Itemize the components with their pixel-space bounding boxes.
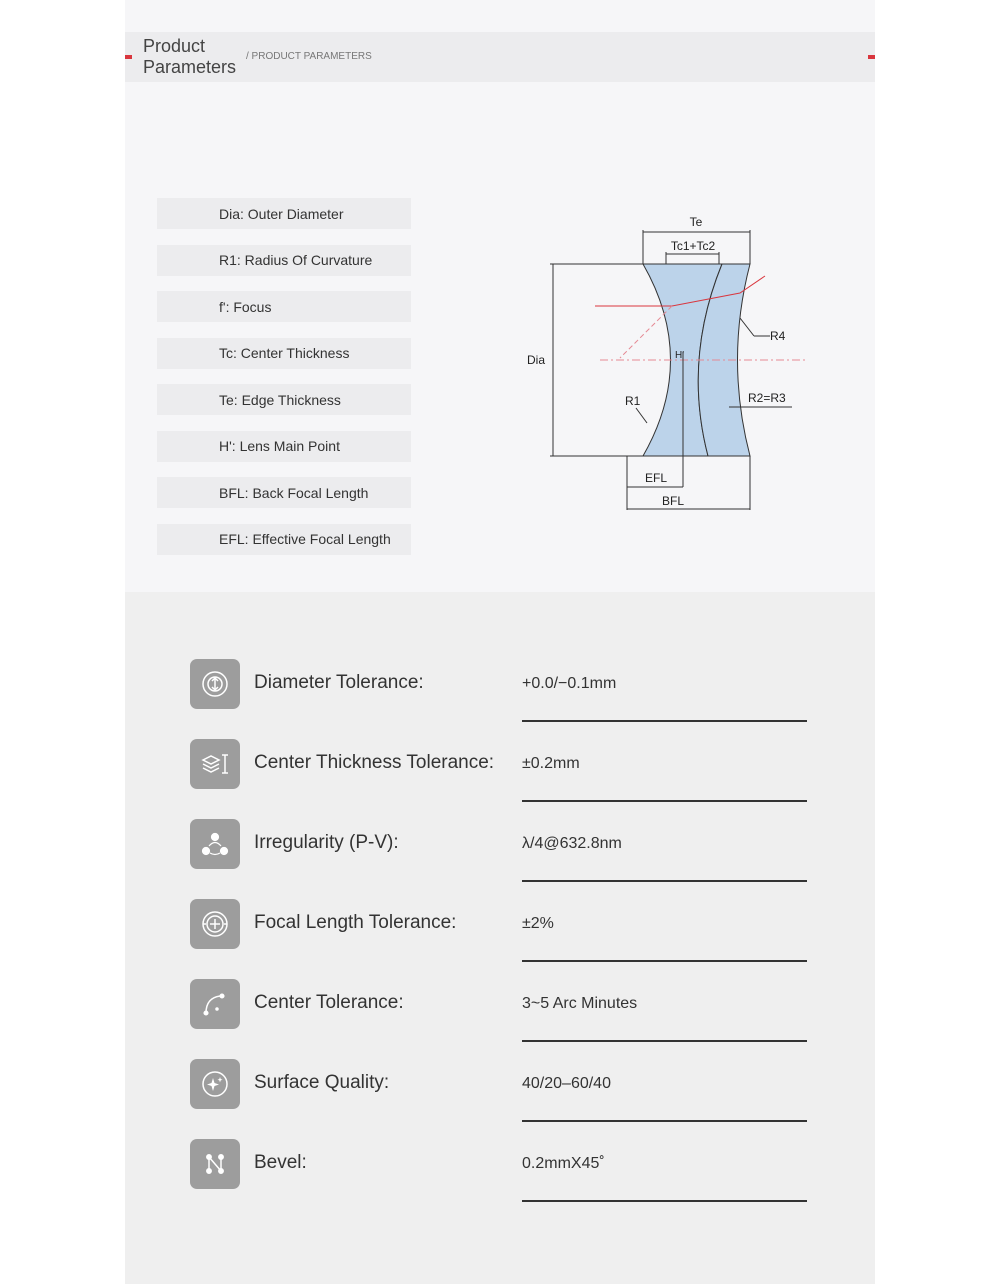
- spec-label: Center Tolerance:: [254, 992, 404, 1013]
- diameter-icon: [190, 659, 240, 709]
- spec-label: Center Thickness Tolerance:: [254, 752, 495, 773]
- label-r1: R1: [625, 394, 641, 408]
- arc-icon: [190, 979, 240, 1029]
- page-subtitle: / PRODUCT PARAMETERS: [246, 51, 372, 62]
- spec-value: 3~5 Arc Minutes: [522, 995, 638, 1012]
- spec-row-focal-length: [190, 899, 810, 959]
- spec-row-center-thickness: [190, 739, 810, 799]
- label-tc: Tc1+Tc2: [670, 239, 716, 253]
- spec-divider: [522, 960, 807, 962]
- label-r2r3: R2=R3: [748, 391, 786, 405]
- legend-item: Tc: Center Thickness: [157, 338, 411, 369]
- spec-value: ±0.2mm: [522, 755, 580, 772]
- spec-divider: [522, 1120, 807, 1122]
- layers-thickness-icon: [190, 739, 240, 789]
- spec-value: 0.2mmX45˚: [522, 1155, 605, 1172]
- legend-item: Te: Edge Thickness: [157, 384, 411, 415]
- label-r4: R4: [770, 329, 786, 343]
- spec-row-diameter: [190, 659, 810, 719]
- section-header: [125, 32, 875, 82]
- legend-item: f': Focus: [157, 291, 411, 322]
- spec-label: Surface Quality:: [254, 1072, 390, 1093]
- spec-value: 40/20–60/40: [522, 1075, 611, 1092]
- header-accent-left: [125, 55, 132, 59]
- spec-divider: [522, 1040, 807, 1042]
- label-h: H': [675, 350, 685, 361]
- bevel-node-icon: [190, 1139, 240, 1189]
- network-icon: [190, 819, 240, 869]
- spec-divider: [522, 1200, 807, 1202]
- label-dia: Dia: [526, 353, 546, 367]
- spec-row-irregularity: [190, 819, 810, 879]
- focal-crosshair-icon: [190, 899, 240, 949]
- page-title: Product Parameters: [143, 36, 237, 77]
- legend-item: EFL: Effective Focal Length: [157, 524, 411, 555]
- spec-row-center-tolerance: [190, 979, 810, 1039]
- spec-divider: [522, 800, 807, 802]
- spec-value: λ/4@632.8nm: [522, 835, 622, 852]
- legend-item: R1: Radius Of Curvature: [157, 245, 411, 276]
- lens-diagram: [520, 205, 820, 525]
- legend-item: BFL: Back Focal Length: [157, 477, 411, 508]
- spec-label: Bevel:: [254, 1152, 307, 1173]
- ray-extension: [620, 306, 672, 358]
- spec-label: Irregularity (P-V):: [254, 832, 399, 853]
- header-accent-right: [868, 55, 875, 59]
- spec-divider: [522, 880, 807, 882]
- legend-item: Dia: Outer Diameter: [157, 198, 411, 229]
- spec-row-surface-quality: [190, 1059, 810, 1119]
- label-efl: EFL: [644, 471, 668, 485]
- sparkle-icon: [190, 1059, 240, 1109]
- spec-divider: [522, 720, 807, 722]
- spec-row-bevel: [190, 1139, 810, 1199]
- parameter-legend: [157, 198, 411, 570]
- label-te: Te: [689, 215, 703, 229]
- spec-label: Diameter Tolerance:: [254, 672, 424, 693]
- label-bfl: BFL: [661, 494, 685, 508]
- spec-value: ±2%: [522, 915, 554, 932]
- spec-value: +0.0/−0.1mm: [522, 675, 617, 692]
- legend-item: H': Lens Main Point: [157, 431, 411, 462]
- spec-label: Focal Length Tolerance:: [254, 912, 457, 933]
- specifications-section: [125, 592, 875, 1284]
